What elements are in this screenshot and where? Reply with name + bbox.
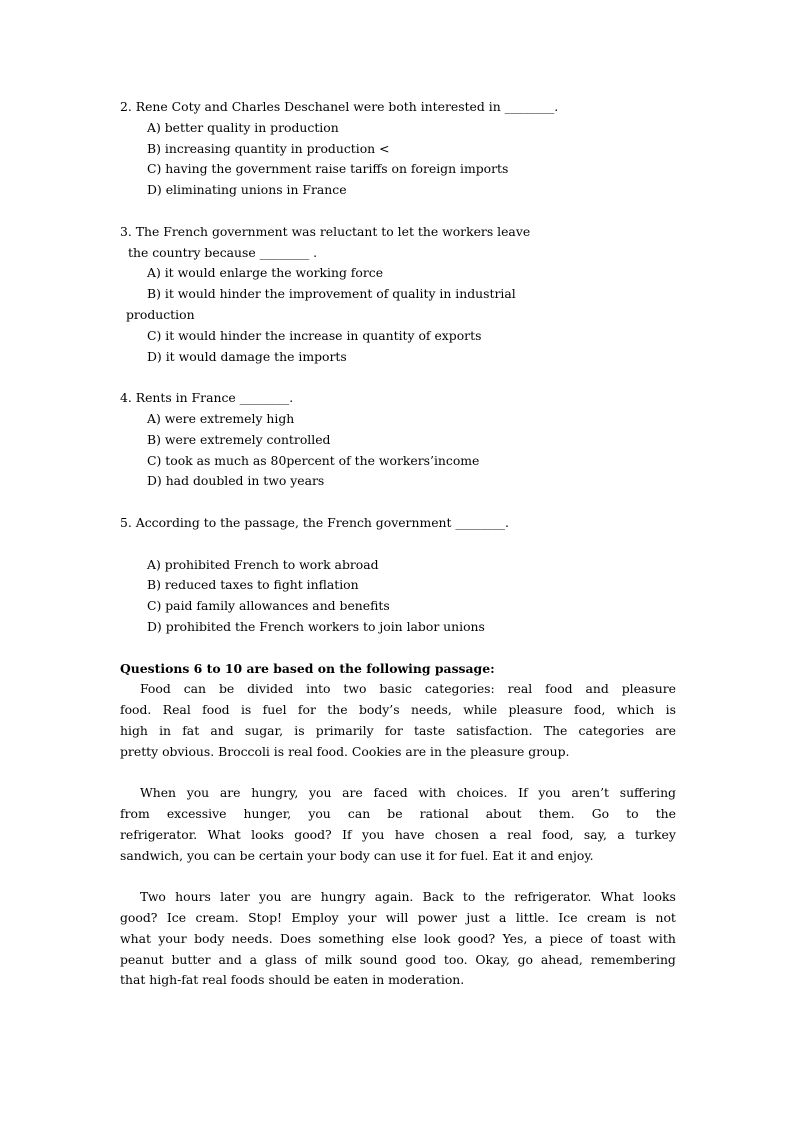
word: you: [361, 826, 385, 842]
word: rational: [419, 806, 469, 822]
option-a: A) better quality in production: [147, 119, 339, 135]
word: faced: [373, 785, 408, 801]
word: hungry: [320, 889, 366, 905]
paragraph-line: [120, 908, 676, 929]
word: satisfaction.: [456, 722, 533, 738]
question-stem: 2. Rene Coty and Charles Deschanel were both interested in ________.: [120, 99, 559, 114]
word: have: [394, 826, 425, 842]
word: body: [194, 930, 225, 946]
paragraph-line: [120, 700, 676, 721]
passage-heading: Questions 6 to 10 are based on the following passage:: [120, 660, 495, 676]
word: needs,: [410, 702, 452, 718]
paragraph-line: pretty obvious. Broccoli is real food. Cookies are in the pleasure group.: [120, 743, 570, 759]
paragraph-line: [120, 929, 676, 950]
option-d: D) prohibited the French workers to join labor unions: [147, 618, 485, 634]
question-5: [120, 513, 676, 638]
word: which: [616, 702, 655, 718]
option-a: A) were extremely high: [147, 410, 295, 426]
word: and: [210, 722, 234, 738]
word: looks: [251, 826, 284, 842]
paragraph-line: [120, 783, 676, 804]
passage-paragraph-3: [120, 887, 676, 991]
word: Go: [591, 806, 610, 822]
word: sugar,: [244, 722, 284, 738]
option-c: C) having the government raise tariffs on foreign imports: [147, 161, 509, 177]
word: what: [120, 930, 151, 946]
word: good?: [120, 910, 158, 926]
word: What: [207, 826, 241, 842]
question-stem: 3. The French government was reluctant to let the workers leave: [120, 223, 531, 239]
option-b: B) it would hinder the improvement of quality in industrial: [147, 286, 516, 302]
word: a: [534, 930, 543, 946]
word: for: [384, 722, 403, 738]
word: milk: [324, 951, 352, 967]
word: peanut: [120, 951, 164, 967]
word: Back: [422, 889, 454, 905]
word: you: [538, 785, 561, 801]
word: to: [626, 806, 639, 822]
word: Does: [280, 930, 312, 946]
word: into: [306, 681, 331, 697]
word: Employ: [291, 910, 339, 926]
word: is: [635, 910, 647, 926]
word: be: [387, 806, 403, 822]
word: them.: [538, 806, 575, 822]
word: Food: [140, 681, 171, 697]
word: The: [543, 722, 568, 738]
word: aren’t: [571, 785, 610, 801]
word: food: [545, 681, 573, 697]
word: are: [342, 785, 363, 801]
word: and: [218, 951, 242, 967]
word: with: [418, 785, 446, 801]
option-b: B) increasing quantity in production <: [147, 140, 390, 156]
word: Ice: [558, 910, 578, 926]
word: are: [290, 889, 312, 905]
paragraph-line: [120, 804, 676, 825]
word: hours: [175, 889, 211, 905]
word: not: [655, 910, 676, 926]
question-3: [120, 222, 676, 368]
word: needs.: [231, 930, 273, 946]
word: When: [140, 785, 177, 801]
word: cream: [586, 910, 627, 926]
option-a: A) it would enlarge the working force: [147, 265, 384, 281]
word: toast: [609, 930, 641, 946]
word: in: [159, 722, 172, 738]
word: your: [348, 910, 377, 926]
word: categories:: [424, 681, 495, 697]
word: too.: [443, 951, 468, 967]
word: hungry,: [251, 785, 299, 801]
passage-paragraph-2: [120, 783, 676, 866]
word: high: [120, 722, 148, 738]
word: If: [342, 826, 352, 842]
paragraph-line: sandwich, you can be certain your body can use it for fuel. Eat it and enjoy.: [120, 847, 594, 863]
option-b-continued: production: [126, 306, 195, 322]
word: good: [405, 951, 437, 967]
option-c: C) it would hinder the increase in quantity of exports: [147, 327, 482, 343]
word: chosen: [434, 826, 479, 842]
option-d: D) eliminating unions in France: [147, 182, 347, 198]
word: good?: [294, 826, 332, 842]
word: be: [218, 681, 235, 697]
word: primarily: [315, 722, 374, 738]
word: while: [463, 702, 498, 718]
word: can: [183, 681, 207, 697]
word: food,: [574, 702, 606, 718]
word: turkey: [635, 826, 676, 842]
word: later: [220, 889, 250, 905]
word: piece: [549, 930, 583, 946]
word: is: [240, 702, 252, 718]
word: food: [202, 702, 230, 718]
word: food,: [542, 826, 574, 842]
paragraph-line: that high-fat real foods should be eaten in moderation.: [120, 972, 465, 988]
question-2: [120, 97, 676, 201]
word: a: [499, 910, 507, 926]
word: else: [391, 930, 417, 946]
word: will: [385, 910, 409, 926]
word: pleasure: [621, 681, 676, 697]
word: fat: [182, 722, 200, 738]
paragraph-line: [120, 679, 676, 700]
option-b: B) reduced taxes to fight inflation: [147, 577, 359, 593]
word: remembering: [590, 951, 676, 967]
word: excessive: [166, 806, 227, 822]
word: Ice: [166, 910, 187, 926]
word: look: [424, 930, 451, 946]
word: are: [219, 785, 241, 801]
word: real: [507, 681, 533, 697]
word: the: [484, 889, 505, 905]
option-a: A) prohibited French to work abroad: [147, 556, 379, 572]
paragraph-line: [120, 950, 676, 971]
passage-paragraph-1: [120, 679, 676, 762]
word: hunger,: [243, 806, 292, 822]
word: of: [304, 951, 317, 967]
word: What: [600, 889, 634, 905]
word: If: [518, 785, 528, 801]
question-stem: 5. According to the passage, the French government ________.: [120, 514, 509, 530]
word: basic: [379, 681, 412, 697]
word: you: [308, 785, 332, 801]
question-stem-continued: the country because ________ .: [128, 244, 318, 260]
word: suffering: [619, 785, 676, 801]
word: about: [485, 806, 522, 822]
word: a: [249, 951, 258, 967]
word: refrigerator.: [514, 889, 592, 905]
word: just: [466, 910, 490, 926]
word: Real: [162, 702, 191, 718]
word: looks: [643, 889, 676, 905]
word: the: [327, 702, 348, 718]
word: divided: [247, 681, 294, 697]
word: cream.: [195, 910, 239, 926]
word: you: [186, 785, 210, 801]
word: good?: [457, 930, 496, 946]
word: to: [462, 889, 476, 905]
word: Okay,: [475, 951, 510, 967]
option-d: D) had doubled in two years: [147, 473, 325, 489]
word: food.: [120, 702, 152, 718]
word: with: [648, 930, 676, 946]
word: glass: [264, 951, 297, 967]
word: say,: [583, 826, 607, 842]
word: and: [585, 681, 609, 697]
word: body’s: [358, 702, 400, 718]
word: ahead,: [540, 951, 583, 967]
document-page: [120, 97, 676, 991]
word: taste: [414, 722, 446, 738]
word: are: [655, 722, 676, 738]
word: again.: [374, 889, 414, 905]
word: a: [489, 826, 497, 842]
word: you: [259, 889, 282, 905]
word: the: [655, 806, 676, 822]
word: is: [294, 722, 305, 738]
word: something: [318, 930, 385, 946]
word: is: [665, 702, 676, 718]
word: real: [507, 826, 532, 842]
word: butter: [171, 951, 211, 967]
question-stem: 4. Rents in France ________.: [120, 390, 294, 406]
word: sound: [359, 951, 398, 967]
word: can: [347, 806, 371, 822]
option-d: D) it would damage the imports: [147, 348, 347, 364]
option-b: B) were extremely controlled: [147, 431, 331, 447]
word: you: [308, 806, 331, 822]
word: categories: [578, 722, 645, 738]
option-c: C) paid family allowances and benefits: [147, 598, 390, 614]
paragraph-line: [120, 825, 676, 846]
word: fuel: [262, 702, 287, 718]
word: for: [297, 702, 316, 718]
word: two: [343, 681, 367, 697]
word: a: [617, 826, 625, 842]
word: Two: [140, 889, 166, 905]
word: pleasure: [508, 702, 563, 718]
question-4: [120, 388, 676, 492]
reading-passage: [120, 659, 676, 992]
word: little.: [515, 910, 549, 926]
word: Yes,: [502, 930, 528, 946]
word: from: [120, 806, 150, 822]
word: choices.: [456, 785, 508, 801]
word: your: [158, 930, 187, 946]
word: refrigerator.: [120, 826, 198, 842]
word: Stop!: [248, 910, 282, 926]
paragraph-line: [120, 887, 676, 908]
option-c: C) took as much as 80percent of the workers’income: [147, 452, 480, 468]
word: go: [517, 951, 534, 967]
word: power: [417, 910, 457, 926]
word: of: [590, 930, 603, 946]
paragraph-line: [120, 721, 676, 742]
